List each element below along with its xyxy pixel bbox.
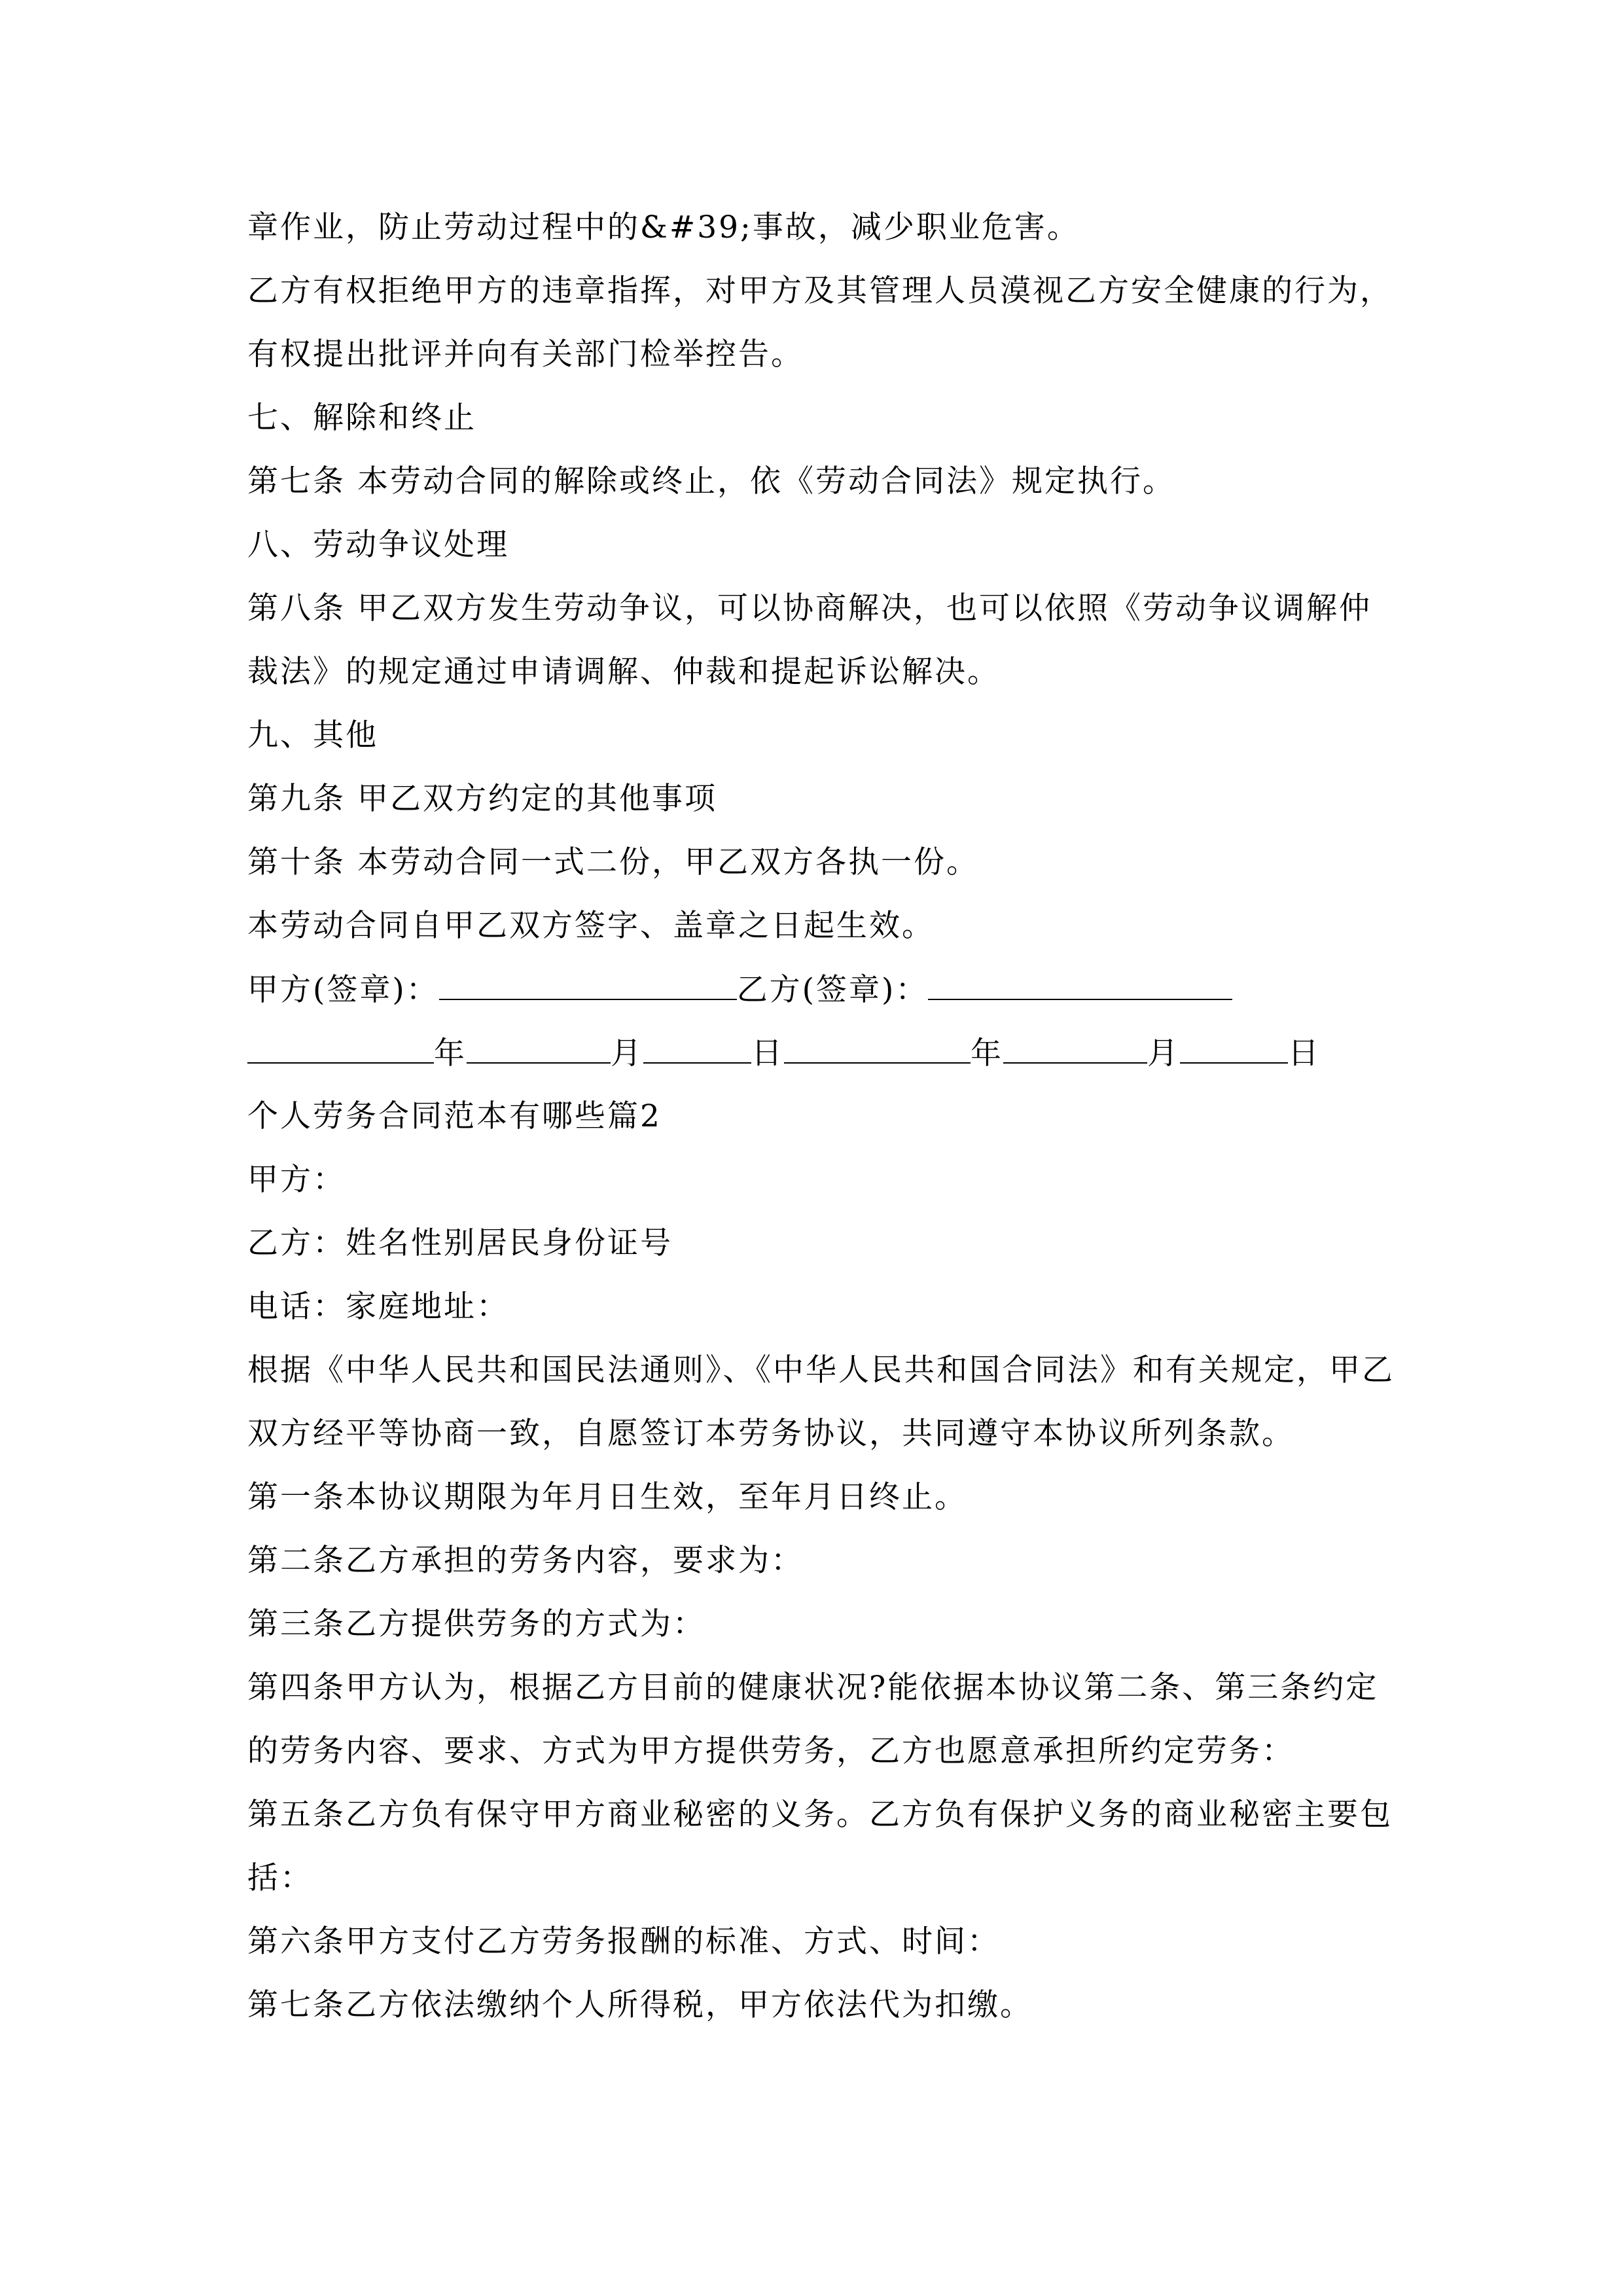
day-blank	[643, 1033, 751, 1064]
paragraph: 本劳动合同自甲乙双方签字、盖章之日起生效。	[247, 908, 935, 944]
paragraph: 第六条甲方支付乙方劳务报酬的标准、方式、时间：	[247, 1924, 1000, 1960]
paragraph: 裁法》的规定通过申请调解、仲裁和提起诉讼解决。	[247, 654, 1000, 690]
section-title: 个人劳务合同范本有哪些篇2	[247, 1098, 662, 1134]
day-label: 日	[1288, 1035, 1321, 1071]
month-blank	[1003, 1033, 1147, 1064]
paragraph: 第五条乙方负有保守甲方商业秘密的义务。乙方负有保护义务的商业秘密主要包	[247, 1797, 1393, 1833]
section-heading: 九、其他	[247, 717, 378, 753]
month-label: 月	[1147, 1035, 1180, 1071]
month-blank	[467, 1033, 611, 1064]
paragraph: 第三条乙方提供劳务的方式为：	[247, 1606, 705, 1642]
paragraph: 括：	[247, 1860, 313, 1896]
paragraph: 甲方：	[247, 1162, 346, 1198]
year-label: 年	[434, 1035, 467, 1071]
paragraph: 的劳务内容、要求、方式为甲方提供劳务，乙方也愿意承担所约定劳务：	[247, 1733, 1294, 1769]
day-blank	[1180, 1033, 1288, 1064]
paragraph: 第一条本协议期限为年月日生效，至年月日终止。	[247, 1479, 967, 1515]
paragraph: 第九条 甲乙双方约定的其他事项	[247, 781, 717, 817]
year-label: 年	[971, 1035, 1003, 1071]
paragraph: 第八条 甲乙双方发生劳动争议，可以协商解决，也可以依照《劳动争议调解仲	[247, 590, 1372, 626]
paragraph: 第四条甲方认为，根据乙方目前的健康状况?能依据本协议第二条、第三条约定	[247, 1670, 1379, 1706]
party-a-blank	[439, 970, 737, 1000]
signature-line	[247, 970, 1232, 1010]
paragraph: 根据《中华人民共和国民法通则》、《中华人民共和国合同法》和有关规定，甲乙	[247, 1352, 1395, 1388]
month-label: 月	[611, 1035, 643, 1071]
paragraph: 第七条乙方依法缴纳个人所得税，甲方依法代为扣缴。	[247, 1987, 1033, 2023]
year-blank	[784, 1033, 971, 1064]
paragraph: 章作业，防止劳动过程中的&#39;事故，减少职业危害。	[247, 209, 1080, 245]
paragraph: 有权提出批评并向有关部门检举控告。	[247, 336, 804, 372]
paragraph: 第二条乙方承担的劳务内容，要求为：	[247, 1543, 804, 1579]
year-blank	[247, 1033, 434, 1064]
section-heading: 七、解除和终止	[247, 400, 476, 436]
section-heading: 八、劳动争议处理	[247, 527, 509, 563]
day-label: 日	[751, 1035, 784, 1071]
paragraph: 乙方：姓名性别居民身份证号	[247, 1225, 673, 1261]
party-b-blank	[928, 970, 1232, 1000]
paragraph: 第七条 本劳动合同的解除或终止，依《劳动合同法》规定执行。	[247, 463, 1175, 499]
paragraph: 乙方有权拒绝甲方的违章指挥，对甲方及其管理人员漠视乙方安全健康的行为，	[247, 273, 1393, 309]
paragraph: 第十条 本劳动合同一式二份，甲乙双方各执一份。	[247, 844, 979, 880]
paragraph: 电话：家庭地址：	[247, 1289, 509, 1325]
party-b-label: 乙方(签章)：	[736, 972, 929, 1008]
paragraph: 双方经平等协商一致，自愿签订本劳务协议，共同遵守本协议所列条款。	[247, 1416, 1294, 1452]
date-line	[247, 1033, 1321, 1073]
party-a-label: 甲方(签章)：	[247, 972, 439, 1008]
